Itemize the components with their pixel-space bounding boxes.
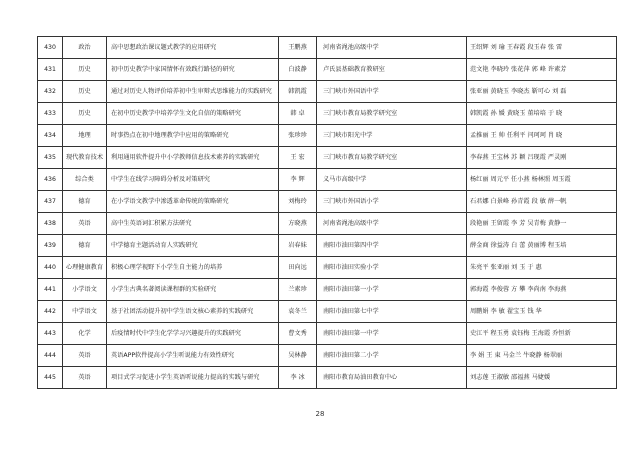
leader-cell: 兰素珍 [279,279,317,301]
members-cell: 张亚丽 黄晓玉 李晓杰 靳可心 刘 磊 [467,81,617,103]
project-title-cell: 项目式学习促进小学生英语听说能力提高的实践与研究 [107,367,279,389]
leader-cell: 韩 卓 [279,103,317,125]
table-row [38,147,617,169]
project-title-cell: 英语APP软件提高小学生听说能力有效性研究 [107,345,279,367]
subject-cell: 德育 [63,235,107,257]
unit-cell: 三门峡市教育局教学研究室 [317,147,467,169]
project-title-cell: 通过对历史人物评价培养初中生审辩式思维能力的实践研究 [107,81,279,103]
table-body [38,37,617,389]
table-row [38,235,617,257]
table-row [38,103,617,125]
table-row [38,257,617,279]
leader-cell: 曹文秀 [279,323,317,345]
members-cell: 王绍辉 刘 瑜 王春霞 段玉春 张 雷 [467,37,617,59]
unit-cell: 南阳市油田实验小学 [317,257,467,279]
members-cell: 史江平 程玉勇 袁钰梅 王海霞 乔恒新 [467,323,617,345]
row-number: 439 [38,235,63,257]
members-cell: 刘志莲 王淑敏 邵福燕 马婕媛 [467,367,617,389]
project-title-cell: 高中生英语词汇积累方法研究 [107,213,279,235]
project-title-cell: 高中思想政治课议题式教学的应用研究 [107,37,279,59]
leader-cell: 王鹏燕 [279,37,317,59]
unit-cell: 卢氏县基础教育教研室 [317,59,467,81]
table-row [38,301,617,323]
row-number: 431 [38,59,63,81]
project-table [37,36,617,389]
unit-cell: 南阳市油田第一中学 [317,323,467,345]
leader-cell: 田向远 [279,257,317,279]
leader-cell: 白波静 [279,59,317,81]
table-row [38,323,617,345]
members-cell: 周鹏娟 李 敏 翟宝玉 钱 华 [467,301,617,323]
subject-cell: 小学语文 [63,279,107,301]
leader-cell: 袁冬兰 [279,301,317,323]
leader-cell: 王 宏 [279,147,317,169]
leader-cell: 李 辉 [279,169,317,191]
project-title-cell: 利用通用软件提升中小学教师信息技术素养的实践研究 [107,147,279,169]
project-title-cell: 初中历史教学中家国情怀有效践行路径的研究 [107,59,279,81]
leader-cell: 刘梅玲 [279,191,317,213]
leader-cell: 岩春妹 [279,235,317,257]
project-title-cell: 中学德育主题活动育人实践研究 [107,235,279,257]
row-number: 437 [38,191,63,213]
leader-cell: 方晓燕 [279,213,317,235]
table-row [38,213,617,235]
members-cell: 李 娟 王 東 马金兰 牛晓静 杨翠丽 [467,345,617,367]
project-title-cell: 小学生古典名著阅读课程群的实验研究 [107,279,279,301]
members-cell: 韩凯霞 孙 媛 黄晓玉 董培培 于 晓 [467,103,617,125]
subject-cell: 德育 [63,191,107,213]
subject-cell: 历史 [63,81,107,103]
unit-cell: 南阳市教育局油田教育中心 [317,367,467,389]
leader-cell: 吴林静 [279,345,317,367]
unit-cell: 南阳市油田第七中学 [317,301,467,323]
project-title-cell: 时事热点在初中地理教学中应用的策略研究 [107,125,279,147]
row-number: 442 [38,301,63,323]
subject-cell: 心理健康教育 [63,257,107,279]
table-row [38,367,617,389]
unit-cell: 三门峡市阳光中学 [317,125,467,147]
subject-cell: 中学语文 [63,301,107,323]
unit-cell: 南阳市油田第四中学 [317,235,467,257]
row-number: 438 [38,213,63,235]
page-number: 28 [315,410,325,418]
project-title-cell: 在小学语文教学中渗透革命传统的策略研究 [107,191,279,213]
project-title-cell: 在初中历史教学中培养学生文化自信的策略研究 [107,103,279,125]
subject-cell: 历史 [63,59,107,81]
subject-cell: 英语 [63,345,107,367]
table-row [38,81,617,103]
members-cell: 石君娜 白景峰 孙青霞 段 敏 薛一帆 [467,191,617,213]
subject-cell: 地理 [63,125,107,147]
unit-cell: 三门峡市外国语小学 [317,191,467,213]
row-number: 444 [38,345,63,367]
members-cell: 段艳丽 王留霞 李 芳 吴青梅 黄静一 [467,213,617,235]
members-cell: 薛金商 徐益涛 白 蕾 黄丽博 程玉培 [467,235,617,257]
unit-cell: 河南省渑池高级中学 [317,213,467,235]
table-row [38,59,617,81]
unit-cell: 南阳市油田第一小学 [317,279,467,301]
row-number: 443 [38,323,63,345]
leader-cell: 韩凯霞 [279,81,317,103]
members-cell: 范文艳 李晓玲 张花萍 郭 峰 许素芳 [467,59,617,81]
subject-cell: 综合类 [63,169,107,191]
unit-cell: 义马市高级中学 [317,169,467,191]
table-row [38,169,617,191]
table-row [38,345,617,367]
row-number: 435 [38,147,63,169]
project-title-cell: 基于社团活动提升初中学生语文核心素养的实践研究 [107,301,279,323]
table-row [38,191,617,213]
leader-cell: 李 冰 [279,367,317,389]
subject-cell: 历史 [63,103,107,125]
row-number: 445 [38,367,63,389]
subject-cell: 化学 [63,323,107,345]
members-cell: 孟推丽 王 帅 任利平 闫珂珂 肖 晓 [467,125,617,147]
project-title-cell: 积极心理学视野下小学生自主能力的培养 [107,257,279,279]
leader-cell: 张珍珍 [279,125,317,147]
table-row [38,279,617,301]
subject-cell: 英语 [63,213,107,235]
members-cell: 李春燕 王宝林 苏 颖 吕现霞 严灵刚 [467,147,617,169]
row-number: 441 [38,279,63,301]
row-number: 432 [38,81,63,103]
unit-cell: 三门峡市外国语中学 [317,81,467,103]
row-number: 434 [38,125,63,147]
table-row [38,125,617,147]
members-cell: 朱亮平 张亚丽 刘 玉 于 惠 [467,257,617,279]
row-number: 433 [38,103,63,125]
row-number: 430 [38,37,63,59]
subject-cell: 英语 [63,367,107,389]
unit-cell: 三门峡市教育局教学研究室 [317,103,467,125]
project-title-cell: 中学生在线学习障碍分析及对策研究 [107,169,279,191]
table-row [38,37,617,59]
members-cell: 郭海霞 李俊蓉 方 攀 李尚南 李海燕 [467,279,617,301]
unit-cell: 河南省渑池高级中学 [317,37,467,59]
subject-cell: 现代教育技术 [63,147,107,169]
members-cell: 杨红丽 周元平 任小燕 杨林照 周玉霞 [467,169,617,191]
project-title-cell: 后疫情时代中学生化学学习兴趣提升的实践研究 [107,323,279,345]
row-number: 436 [38,169,63,191]
subject-cell: 政治 [63,37,107,59]
row-number: 440 [38,257,63,279]
unit-cell: 南阳市油田第二小学 [317,345,467,367]
